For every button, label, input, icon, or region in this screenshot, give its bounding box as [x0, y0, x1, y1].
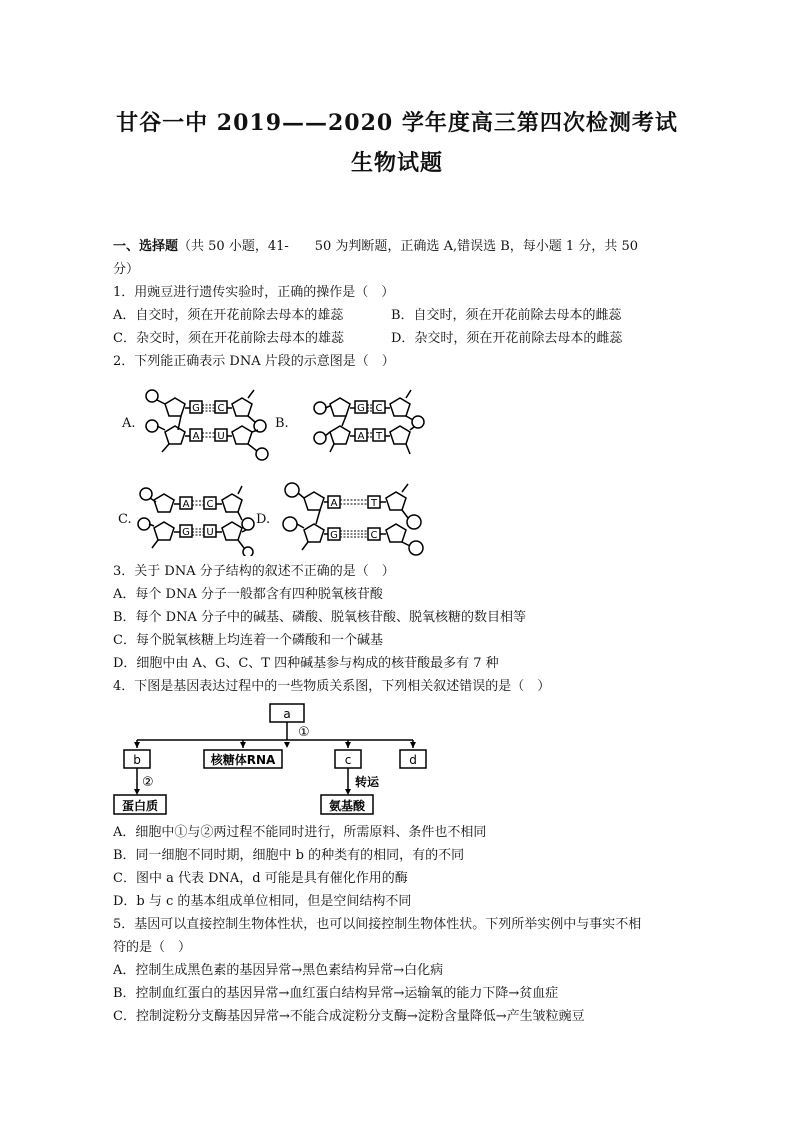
step-1-label: ① — [298, 725, 310, 740]
base-c-bottom-right: U — [206, 527, 214, 538]
base-b-bottom-right: T — [375, 431, 383, 442]
q3-stem: 3．关于 DNA 分子结构的叙述不正确的是（ ） — [113, 564, 395, 579]
base-a-top-right: C — [217, 403, 225, 414]
q1-stem: 1．用豌豆进行遗传实验时，正确的操作是（ ） — [113, 285, 395, 300]
gene-expression-diagram — [110, 702, 440, 818]
q5-option-b: B．控制血红蛋白的基因异常→血红蛋白结构异常→运输氧的能力下降→贫血症 — [113, 986, 559, 1001]
node-protein-label: 蛋白质 — [121, 799, 159, 813]
q2-stem: 2．下列能正确表示 DNA 片段的示意图是（ ） — [113, 354, 395, 369]
base-b-top-left: G — [357, 403, 365, 414]
q4-option-d: D．b 与 c 的基本组成单位相同，但是空间结构不同 — [113, 894, 412, 909]
section-instruction-line1: （共 50 小题，41- 50 为判断题，正确选 A,错误选 B，每小题 1 分，共 50 — [178, 239, 638, 254]
node-rrna-label: 核糖体RNA — [210, 753, 276, 767]
node-d-label: d — [409, 753, 417, 767]
q2-label-c: C. — [118, 512, 132, 527]
transport-label: 转运 — [355, 775, 380, 789]
dna-diagram-b — [290, 386, 430, 462]
base-a-bottom-right: U — [217, 431, 225, 442]
q4-option-b: B．同一细胞不同时期，细胞中 b 的种类有的相同，有的不同 — [113, 848, 465, 863]
q3-option-b: B．每个 DNA 分子中的碱基、磷酸、脱氧核苷酸、脱氧核糖的数目相等 — [113, 610, 527, 625]
q3-option-d: D．细胞中由 A、G、C、T 四种碱基参与构成的核苷酸最多有 7 种 — [113, 656, 499, 671]
q2-label-d: D. — [256, 512, 271, 527]
section-instruction-line2: 分） — [113, 262, 140, 277]
base-c-bottom-left: G — [182, 527, 190, 538]
q5-option-c: C．控制淀粉分支酶基因异常→不能合成淀粉分支酶→淀粉含量降低→产生皱粒豌豆 — [113, 1009, 585, 1024]
base-d-top-left: A — [330, 498, 338, 509]
step-2-label: ② — [142, 775, 154, 790]
dna-diagram-d — [276, 478, 431, 560]
base-b-top-right: C — [375, 403, 383, 414]
base-d-bottom-right: C — [370, 530, 378, 541]
base-d-bottom-left: G — [330, 530, 338, 541]
dna-diagram-c — [134, 480, 259, 556]
page-subtitle: 生物试题 — [350, 150, 443, 176]
node-a-label: a — [283, 707, 291, 721]
q3-option-c: C．每个脱氧核糖上均连着一个磷酸和一个碱基 — [113, 633, 383, 648]
q1-option-a: A．自交时，须在开花前除去母本的雄蕊 — [113, 308, 344, 323]
q5-option-a: A．控制生成黑色素的基因异常→黑色素结构异常→白化病 — [113, 963, 444, 978]
q1-option-d: D．杂交时，须在开花前除去母本的雌蕊 — [391, 331, 623, 346]
q3-option-a: A．每个 DNA 分子一般都含有四种脱氧核苷酸 — [113, 587, 383, 602]
q1-option-b: B．自交时，须在开花前除去母本的雌蕊 — [391, 308, 622, 323]
q4-option-c: C．图中 a 代表 DNA，d 可能是具有催化作用的酶 — [113, 871, 408, 886]
page-title: 甘谷一中 2019——2020 学年度高三第四次检测考试 — [116, 110, 678, 136]
q1-option-c: C．杂交时，须在开花前除去母本的雄蕊 — [113, 331, 344, 346]
base-b-bottom-left: A — [357, 431, 365, 442]
q2-label-a: A. — [122, 416, 136, 431]
q4-stem: 4．下图是基因表达过程中的一些物质关系图，下列相关叙述错误的是（ ） — [113, 679, 551, 694]
dna-diagram-a — [140, 386, 275, 462]
node-b-label: b — [133, 753, 141, 767]
q4-option-a: A．细胞中①与②两过程不能同时进行，所需原料、条件也不相同 — [113, 825, 487, 840]
base-d-top-right: T — [370, 498, 378, 509]
base-c-top-left: A — [182, 499, 190, 510]
q5-stem-line1: 5．基因可以直接控制生物体性状，也可以间接控制生物体性状。下列所举实例中与事实不相 — [113, 917, 642, 932]
base-a-bottom-left: A — [192, 431, 200, 442]
section-heading: 一、选择题 — [113, 239, 179, 254]
section-instruction — [113, 238, 638, 256]
q5-stem-line2: 符的是（ ） — [113, 940, 192, 955]
node-c-label: c — [344, 753, 352, 767]
base-c-top-right: C — [206, 499, 214, 510]
node-amino-label: 氨基酸 — [328, 799, 366, 813]
base-a-top-left: G — [192, 403, 200, 414]
q2-label-b: B. — [275, 416, 289, 431]
